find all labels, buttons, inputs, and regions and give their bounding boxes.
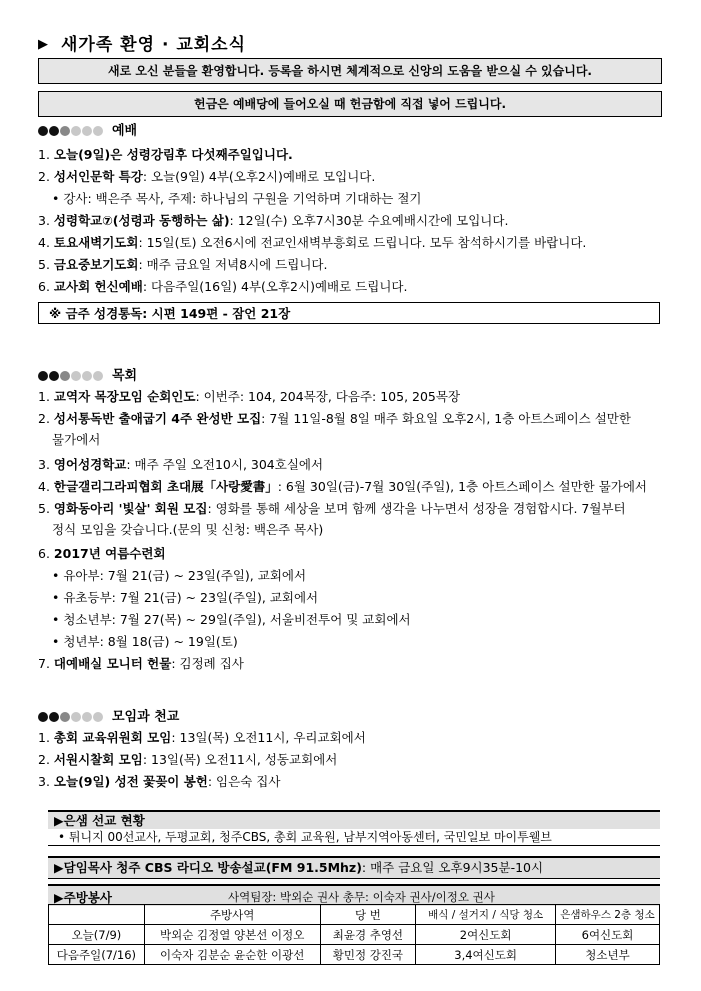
worship-item-2: 2. 성서인문학 특강: 오늘(9일) 4부(오후2시)예배로 모입니다.	[38, 169, 376, 184]
meetings-item-2: 2. 서원시찰회 모임: 13일(목) 오전11시, 성동교회에서	[38, 752, 338, 767]
retreat-item: • 청소년부: 7월 27(목) ~ 29일(주일), 서울비전투어 및 교회에서	[52, 612, 411, 627]
duty-leaders: 사역팀장: 박외순 권사 총무: 이숙자 권사/이정오 권사	[228, 890, 495, 904]
table-cell: 다음주일(7/16)	[49, 945, 145, 965]
duty-heading: ▶주방봉사	[54, 890, 112, 905]
duty-table	[48, 904, 660, 965]
table-cell: 최윤경 추영선	[320, 925, 416, 945]
ministry-item-5: 5. 영화동아리 '빛살' 회원 모집: 영화를 통해 세상을 보며 함께 생각을 나누면서 성장을 경험합시다. 7월부터	[38, 501, 626, 516]
radio-heading: ▶담임목사 청주 CBS 라디오 방송설교(FM 91.5Mhz)	[54, 860, 362, 875]
table-header-row	[49, 905, 660, 925]
ministry-item-2-cont: 물가에서	[52, 432, 101, 447]
retreat-item: • 유초등부: 7월 21(금) ~ 23일(주일), 교회에서	[52, 590, 319, 605]
column-header: 배식 / 설거지 / 식당 청소	[416, 905, 556, 925]
table-cell: 6여신도회	[556, 925, 660, 945]
page-title	[38, 30, 246, 55]
column-header	[49, 905, 145, 925]
meetings-item-3: 3. 오늘(9일) 성전 꽃꽂이 봉헌: 임은숙 집사	[38, 774, 281, 789]
worship-heading: 예배	[38, 123, 137, 139]
radio-box	[48, 856, 660, 879]
table-cell: 오늘(7/9)	[49, 925, 145, 945]
bullet-dots-icon	[38, 123, 104, 139]
table-cell: 3,4여신도회	[416, 945, 556, 965]
column-header: 주방사역	[144, 905, 320, 925]
table-cell: 청소년부	[556, 945, 660, 965]
table-cell: 박외순 김정열 양본선 이정오	[144, 925, 320, 945]
bullet-dots-icon	[38, 709, 104, 725]
bible-reading-box: ※ 금주 성경통독: 시편 149편 - 잠언 21장	[38, 302, 660, 324]
worship-item-3: 3. 성령학교⑦(성령과 동행하는 삶): 12일(수) 오후7시30분 수요예배시간에 모입니다.	[38, 213, 509, 228]
mission-list: • 튀니지 00선교사, 두평교회, 청주CBS, 총회 교육원, 남부지역아동센터, 국민일보 마이투웰브	[58, 830, 552, 844]
worship-item-1: 1. 오늘(9일)은 성령강림후 다섯째주일입니다.	[38, 147, 293, 162]
table-cell: 황민정 강진국	[320, 945, 416, 965]
ministry-item-4: 4. 한글갤리그라피협회 초대展「사랑愛書」: 6월 30일(금)-7월 30일(주일), 1층 아트스페이스 설만한 물가에서	[38, 479, 648, 494]
offering-notice: 헌금은 예배당에 들어오실 때 헌금함에 직접 넣어 드립니다.	[38, 91, 662, 117]
table-row	[49, 925, 660, 945]
meetings-item-1: 1. 총회 교육위원회 모임: 13일(목) 오전11시, 우리교회에서	[38, 730, 366, 745]
mission-box	[48, 810, 660, 846]
mission-heading: ▶은샘 선교 현황	[48, 812, 660, 829]
radio-time: : 매주 금요일 오후9시35분-10시	[361, 860, 544, 875]
ministry-item-7: 7. 대예배실 모니터 헌물: 김정례 집사	[38, 656, 244, 671]
worship-item-4: 4. 토요새벽기도회: 15일(토) 오전6시에 전교인새벽부흥회로 드립니다. 모두 참석하시기를 바랍니다.	[38, 235, 587, 250]
column-header: 은샘하우스 2층 청소	[556, 905, 660, 925]
title-text: 새가족 환영 · 교회소식	[61, 35, 247, 55]
retreat-item: • 청년부: 8월 18(금) ~ 19일(토)	[52, 634, 238, 649]
table-cell: 2여신도회	[416, 925, 556, 945]
duty-header	[48, 884, 660, 906]
worship-item-5: 5. 금요중보기도회: 매주 금요일 저녁8시에 드립니다.	[38, 257, 328, 272]
bullet-dots-icon	[38, 368, 104, 384]
table-row	[49, 945, 660, 965]
welcome-notice: 새로 오신 분들을 환영합니다. 등록을 하시면 체계적으로 신앙의 도움을 받으실 수 있습니다.	[38, 58, 662, 84]
ministry-item-2: 2. 성서통독반 출애굽기 4주 완성반 모집: 7월 11일-8월 8일 매주 화요일 오후2시, 1층 아트스페이스 설만한	[38, 411, 631, 426]
meetings-heading: 모임과 천교	[38, 709, 179, 725]
ministry-item-5-cont: 정식 모임을 갖습니다.(문의 및 신청: 백은주 목사)	[52, 522, 324, 537]
worship-item-6: 6. 교사회 헌신예배: 다음주일(16일) 4부(오후2시)예배로 드립니다.	[38, 279, 408, 294]
ministry-item-6: 6. 2017년 여름수련회	[38, 546, 166, 561]
table-cell: 이숙자 김분순 윤순한 이광선	[144, 945, 320, 965]
column-header: 당 번	[320, 905, 416, 925]
ministry-heading: 목회	[38, 368, 137, 384]
retreat-item: • 유아부: 7월 21(금) ~ 23일(주일), 교회에서	[52, 568, 307, 583]
ministry-item-3: 3. 영어성경학교: 매주 주일 오전10시, 304호실에서	[38, 457, 324, 472]
title-arrow-icon: ▶	[38, 37, 49, 52]
worship-item-2-sub: • 강사: 백은주 목사, 주제: 하나님의 구원을 기억하며 기대하는 절기	[52, 191, 422, 206]
ministry-item-1: 1. 교역자 목장모임 순회인도: 이번주: 104, 204목장, 다음주: 105, 205목장	[38, 389, 461, 404]
